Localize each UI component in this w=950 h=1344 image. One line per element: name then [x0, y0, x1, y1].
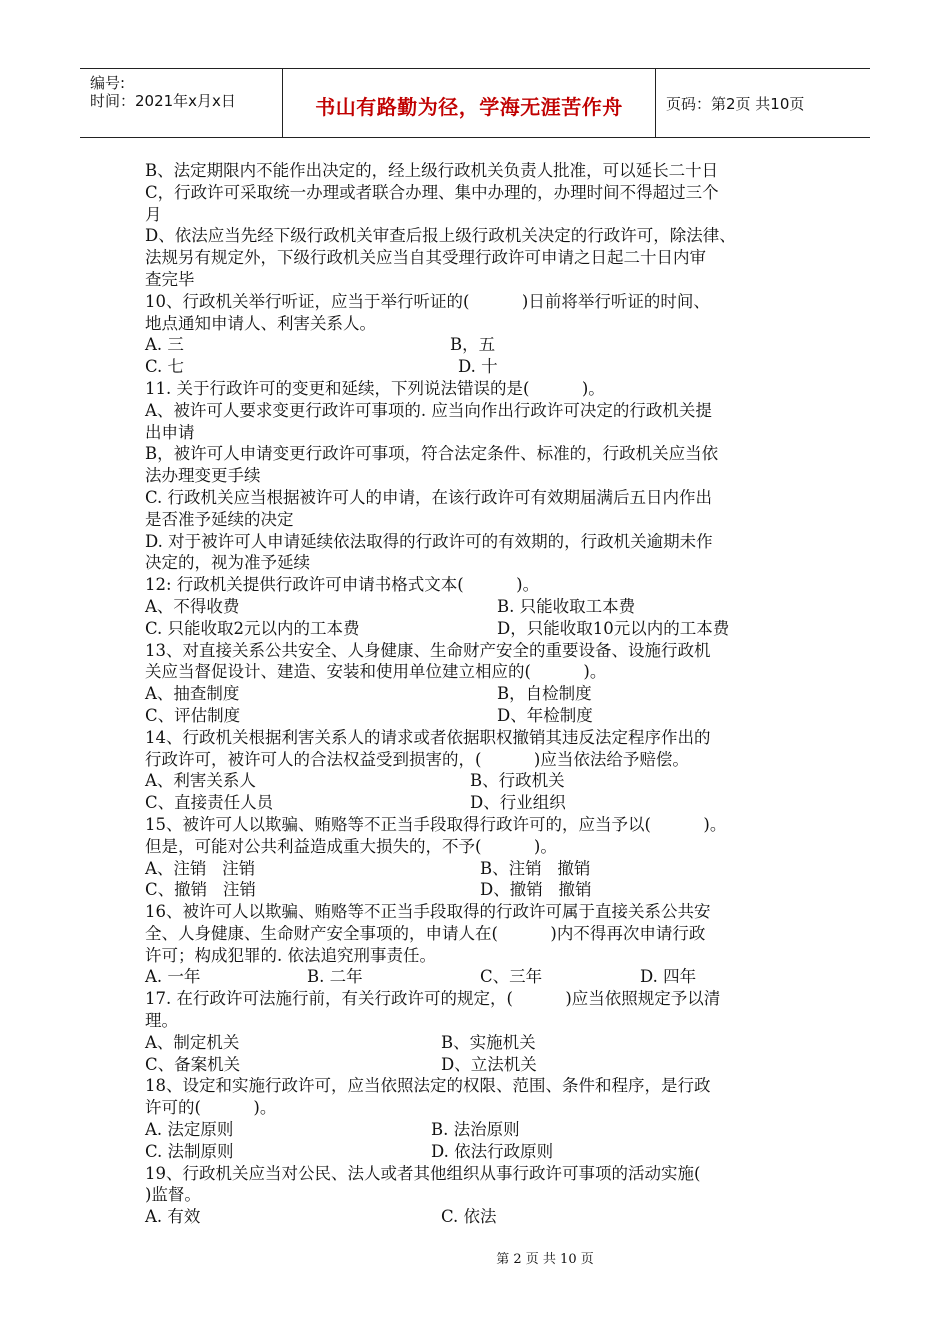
q18-options-row1 — [145, 1119, 810, 1141]
text-line: C. 行政机关应当根据被许可人的申请，在该行政许可有效期届满后五日内作出 — [145, 487, 713, 507]
q13-options-row2 — [145, 705, 810, 727]
option-a: A. 法定原则 — [145, 1120, 234, 1140]
text-line: 理。 — [145, 1011, 178, 1031]
q12-options-row1 — [145, 596, 810, 618]
option-d: D、立法机关 — [441, 1054, 537, 1074]
text-line: 法办理变更手续 — [145, 466, 261, 486]
page-number-label: 页码：第2页 共10页 — [666, 95, 805, 113]
time-label: 时间：2021年x月x日 — [90, 92, 236, 110]
q17-options-row2 — [145, 1054, 810, 1076]
option-a: A、注销 注销 — [145, 858, 256, 878]
option-b: B. 二年 — [307, 967, 363, 987]
option-c: C、备案机关 — [145, 1054, 241, 1074]
footer-page-number: 第 2 页 共 10 页 — [496, 1252, 594, 1267]
q18-options-row2 — [145, 1141, 810, 1163]
option-a: A. 一年 — [145, 967, 201, 987]
text-line: C，行政许可采取统一办理或者联合办理、集中办理的，办理时间不得超过三个 — [145, 182, 719, 202]
option-c: C、直接责任人员 — [145, 793, 274, 813]
question-16: 16、被许可人以欺骗、贿赂等不正当手段取得的行政许可属于直接关系公共安 — [145, 902, 711, 922]
text-line: 法规另有规定外，下级行政机关应当自其受理行政许可申请之日起二十日内审 — [145, 248, 706, 268]
text-line: 全、人身健康、生命财产安全事项的，申请人在( )内不得再次申请行政 — [145, 923, 706, 943]
header-page-cell — [656, 69, 870, 137]
option-d: D. 十 — [458, 357, 498, 377]
motto: 书山有路勤为径，学海无涯苦作舟 — [315, 95, 623, 119]
q15-options-row2 — [145, 879, 810, 901]
option-d: D. 四年 — [640, 967, 697, 987]
option-a: A、不得收费 — [145, 596, 240, 616]
header-meta-cell — [80, 69, 283, 137]
option-d: D、年检制度 — [497, 705, 593, 725]
question-12: 12: 行政机关提供行政许可申请书格式文本( )。 — [145, 575, 540, 595]
q17-options-row1 — [145, 1032, 810, 1054]
text-line: 地点通知申请人、利害关系人。 — [145, 313, 376, 333]
option-d: D、撤销 撤销 — [480, 880, 592, 900]
question-18: 18、设定和实施行政许可，应当依照法定的权限、范围、条件和程序，是行政 — [145, 1076, 711, 1096]
text-line: 月 — [145, 204, 162, 224]
question-19: 19、行政机关应当对公民、法人或者其他组织从事行政许可事项的活动实施( — [145, 1163, 701, 1183]
q14-options-row1 — [145, 770, 810, 792]
question-13: 13、对直接关系公共安全、人身健康、生命财产安全的重要设备、设施行政机 — [145, 640, 711, 660]
question-14: 14、行政机关根据利害关系人的请求或者依据职权撤销其违反法定程序作出的 — [145, 727, 711, 747]
text-line: B、法定期限内不能作出决定的，经上级行政机关负责人批准，可以延长二十日 — [145, 161, 719, 180]
option-c: C. 法制原则 — [145, 1141, 234, 1161]
question-15: 15、被许可人以欺骗、贿赂等不正当手段取得行政许可的，应当予以( )。 — [145, 814, 727, 834]
text-line: )监督。 — [145, 1185, 201, 1205]
page-header — [80, 68, 870, 138]
text-line: 关应当督促设计、建造、安装和使用单位建立相应的( )。 — [145, 662, 607, 682]
option-a: A. 有效 — [145, 1207, 201, 1227]
q19-options-row — [145, 1206, 810, 1228]
option-c: C. 只能收取2元以内的工本费 — [145, 618, 360, 638]
text-line: 行政许可，被许可人的合法权益受到损害的，( )应当依法给予赔偿。 — [145, 749, 689, 769]
q10-options-row2 — [145, 356, 810, 378]
text-line: 许可；构成犯罪的. 依法追究刑事责任。 — [145, 945, 436, 965]
option-b: B、行政机关 — [470, 771, 565, 791]
option-a: A、抽查制度 — [145, 684, 240, 704]
q13-options-row1 — [145, 683, 810, 705]
page-footer — [0, 1248, 950, 1267]
question-11: 11. 关于行政许可的变更和延续，下列说法错误的是( )。 — [145, 378, 605, 398]
option-a: A. 三 — [145, 335, 184, 355]
text-line: 许可的( )。 — [145, 1098, 277, 1118]
q10-options-row1 — [145, 334, 810, 356]
option-b: B、实施机关 — [441, 1032, 536, 1052]
option-c: C. 依法 — [441, 1207, 497, 1227]
option-b: B、注销 撤销 — [480, 858, 591, 878]
option-c: C、评估制度 — [145, 705, 241, 725]
option-b: B，自检制度 — [497, 684, 592, 704]
q15-options-row1 — [145, 858, 810, 880]
q14-options-row2 — [145, 792, 810, 814]
option-d: D，只能收取10元以内的工本费 — [497, 618, 730, 638]
text-line: D. 对于被许可人申请延续依法取得的行政许可的有效期的，行政机关逾期未作 — [145, 531, 713, 551]
text-line: 决定的，视为准予延续 — [145, 553, 310, 573]
option-b: B，五 — [450, 335, 496, 355]
text-line: A、被许可人要求变更行政许可事项的. 应当向作出行政许可决定的行政机关提 — [145, 400, 712, 420]
text-line: B，被许可人申请变更行政许可事项，符合法定条件、标准的，行政机关应当依 — [145, 444, 719, 464]
q16-options-row — [145, 966, 810, 988]
code-label: 编号: — [90, 74, 126, 92]
option-d: D. 依法行政原则 — [431, 1141, 554, 1161]
document-body — [145, 160, 810, 1228]
option-a: A、制定机关 — [145, 1032, 240, 1052]
text-line: D、依法应当先经下级行政机关审查后报上级行政机关决定的行政许可，除法律、 — [145, 226, 736, 246]
text-line: 出申请 — [145, 422, 195, 442]
option-a: A、利害关系人 — [145, 771, 256, 791]
option-b: B. 只能收取工本费 — [497, 596, 636, 616]
option-b: B. 法治原则 — [431, 1120, 520, 1140]
text-line: 查完毕 — [145, 269, 195, 289]
text-line: 是否准予延续的决定 — [145, 509, 294, 529]
q12-options-row2 — [145, 618, 810, 640]
text-line: 但是，可能对公共利益造成重大损失的，不予( )。 — [145, 836, 557, 856]
question-17: 17. 在行政许可法施行前，有关行政许可的规定，( )应当依照规定予以清 — [145, 989, 721, 1009]
option-d: D、行业组织 — [470, 793, 566, 813]
option-c: C. 七 — [145, 357, 185, 377]
option-c: C、撤销 注销 — [145, 880, 256, 900]
option-c: C、三年 — [480, 967, 543, 987]
question-10: 10、行政机关举行听证，应当于举行听证的( )日前将举行听证的时间、 — [145, 291, 710, 311]
header-motto-cell — [283, 69, 656, 137]
